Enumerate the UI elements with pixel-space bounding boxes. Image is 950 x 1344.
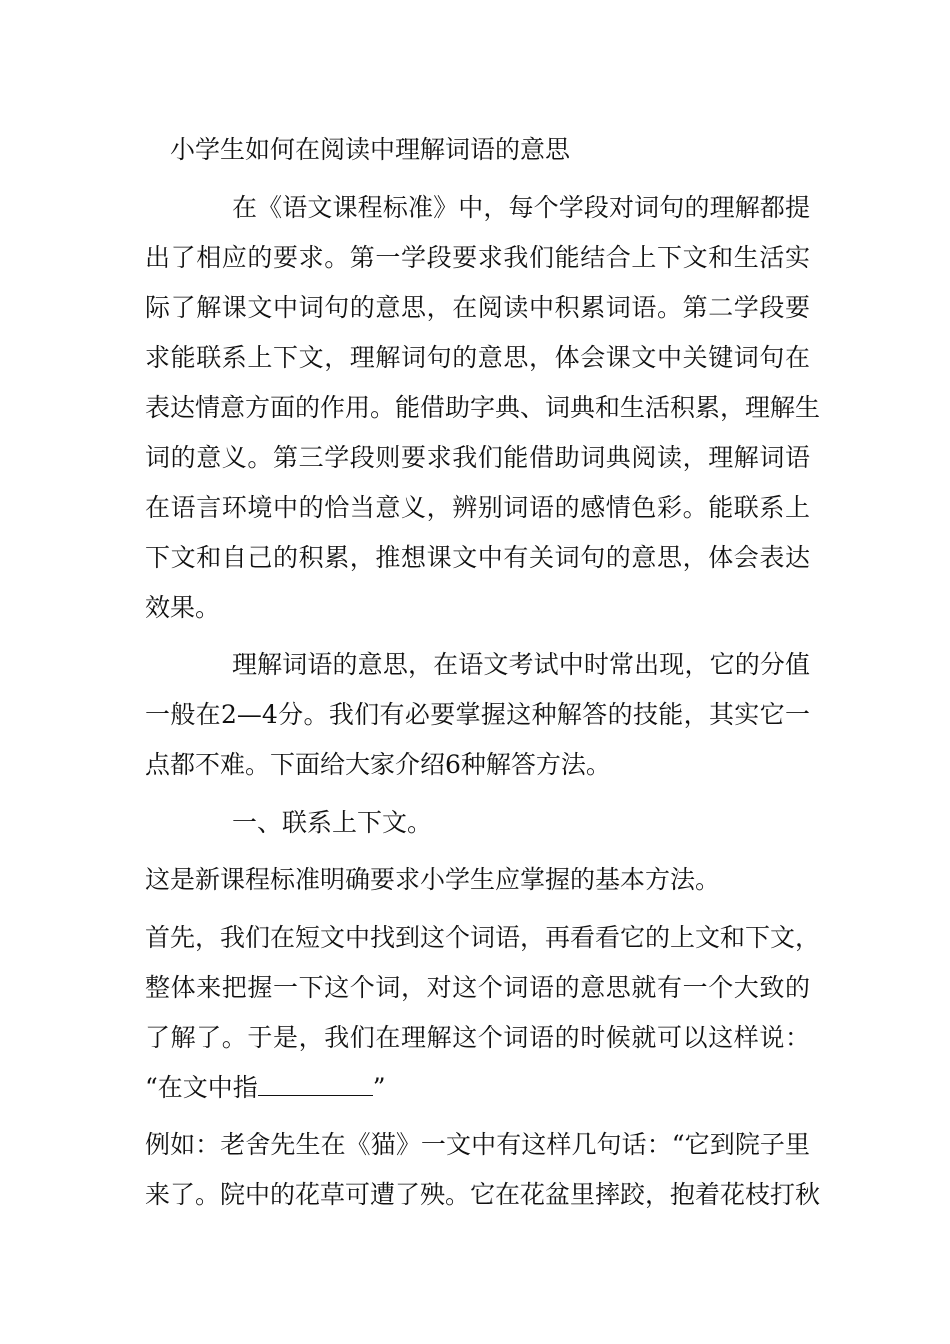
paragraph-5-line-1: 例如：老舍先生在《猫》一文中有这样几句话：“它到院子里 [145,1130,810,1159]
paragraph-5-line-2: 来了。院中的花草可遭了殃。它在花盆里摔跤，抱着花枝打秋 [145,1180,821,1209]
paragraph-1-line-7: 在语言环境中的恰当意义，辨别词语的感情色彩。能联系上 [145,493,810,522]
paragraph-2-line-3: 点都不难。下面给大家介绍6种解答方法。 [145,750,611,779]
paragraph-2-line-1: 理解词语的意思，在语文考试中时常出现，它的分值 [232,650,810,679]
paragraph-1-line-9: 效果。 [145,593,221,622]
paragraph-1-line-4: 求能联系上下文，理解词句的意思，体会课文中关键词句在 [145,343,810,372]
paragraph-1-line-5: 表达情意方面的作用。能借助字典、词典和生活积累，理解生 [145,393,821,422]
paragraph-4-line-3: 了解了。于是，我们在理解这个词语的时候就可以这样说： [145,1023,810,1052]
paragraph-1-line-6: 词的意义。第三学段则要求我们能借助词典阅读，理解词语 [145,443,810,472]
paragraph-1-line-2: 出了相应的要求。第一学段要求我们能结合上下文和生活实 [145,243,810,272]
paragraph-3: 这是新课程标准明确要求小学生应掌握的基本方法。 [145,865,721,894]
document-title: 小学生如何在阅读中理解词语的意思 [170,135,571,164]
paragraph-2-line-2: 一般在2—4分。我们有必要掌握这种解答的技能，其实它一 [145,700,810,729]
answer-blank [258,1073,373,1096]
paragraph-1-line-8: 下文和自己的积累，推想课文中有关词句的意思，体会表达 [145,543,810,572]
paragraph-4-line-1: 首先，我们在短文中找到这个词语，再看看它的上文和下文， [145,923,821,952]
answer-template [145,1068,810,1108]
answer-template-close: ” [372,1073,386,1102]
answer-template-open: “在文中指 [145,1073,258,1102]
paragraph-1-line-1: 在《语文课程标准》中，每个学段对词句的理解都提 [232,193,810,222]
section-heading-1: 一、联系上下文。 [232,808,433,837]
paragraph-4-line-2: 整体来把握一下这个词，对这个词语的意思就有一个大致的 [145,973,810,1002]
paragraph-1-line-3: 际了解课文中词句的意思，在阅读中积累词语。第二学段要 [145,293,810,322]
